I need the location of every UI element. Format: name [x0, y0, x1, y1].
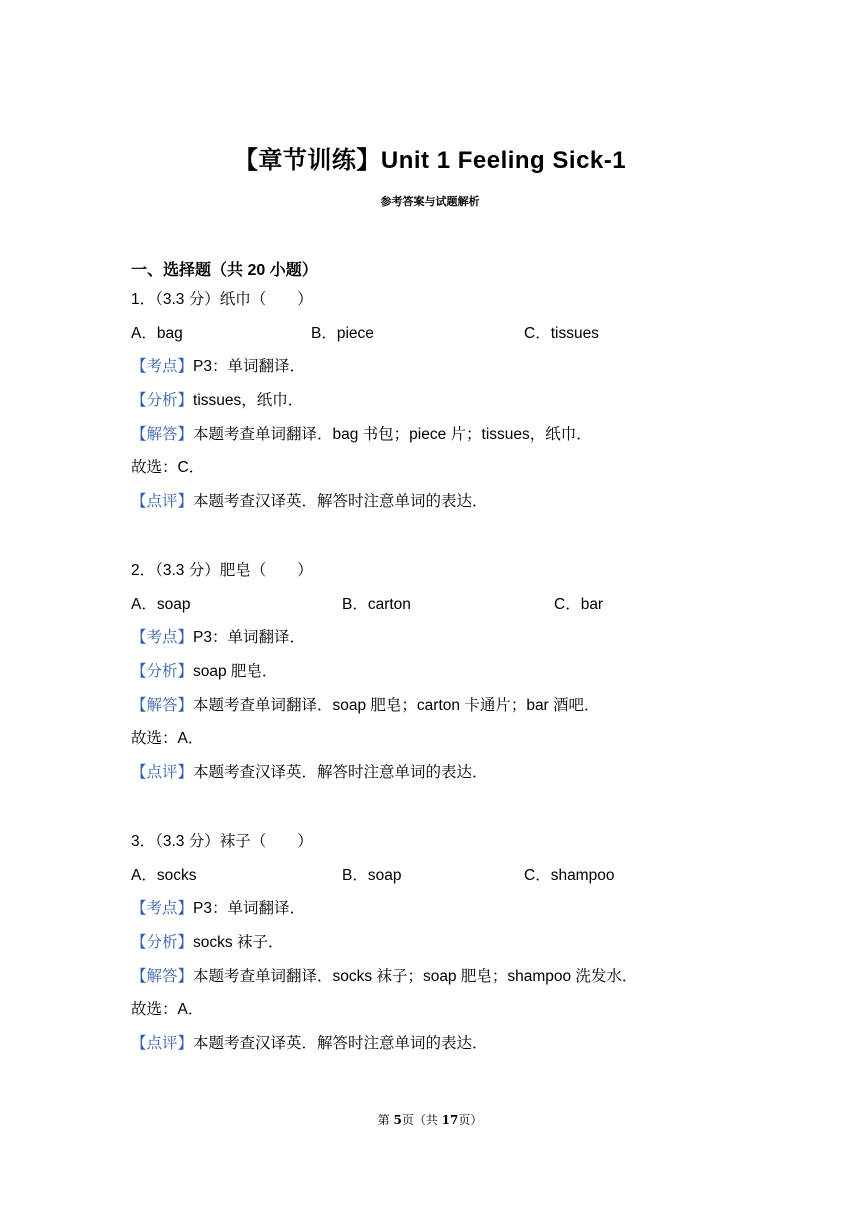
dianping-text: 本题考查汉译英．解答时注意单词的表达． — [193, 493, 488, 511]
footer-total-pages: 17 — [441, 1113, 459, 1127]
kaodian-tag: 【考点】 — [131, 358, 194, 376]
jieda-line — [131, 422, 751, 456]
jieda-tag: 【解答】 — [131, 696, 194, 714]
kaodian-line — [131, 625, 751, 659]
option-row — [131, 863, 751, 897]
jieda-text: 本题考查单词翻译．bag 书包；piece 片；tissues，纸巾． — [193, 425, 592, 443]
footer-page-number: 5 — [393, 1113, 402, 1127]
fenxi-text: tissues，纸巾． — [193, 392, 304, 410]
dianping-tag: 【点评】 — [131, 1035, 194, 1053]
question-3 — [131, 829, 751, 1065]
fenxi-tag: 【分析】 — [131, 392, 194, 410]
page-title: 【章节训练】Unit 1 Feeling Sick-1 — [233, 147, 627, 174]
jieda-text: 本题考查单词翻译．soap 肥皂；carton 卡通片；bar 酒吧． — [193, 696, 600, 714]
fenxi-line — [131, 659, 751, 693]
kaodian-text: P3：单词翻译． — [193, 629, 305, 647]
option-b: B．piece — [311, 324, 374, 342]
option-a: A．socks — [131, 866, 197, 884]
fenxi-tag: 【分析】 — [131, 663, 194, 681]
option-row — [131, 592, 751, 626]
question-stem: 1．（3.3 分）纸巾（ ） — [131, 291, 313, 308]
footer-suffix: 页） — [458, 1113, 483, 1127]
kaodian-text: P3：单词翻译． — [193, 358, 305, 376]
footer-prefix: 第 — [377, 1113, 394, 1127]
option-b: B．carton — [342, 595, 411, 613]
kaodian-tag: 【考点】 — [131, 900, 194, 918]
option-b: B．soap — [342, 866, 402, 884]
fenxi-tag: 【分析】 — [131, 934, 194, 952]
answer-choice: 故选：A． — [131, 1001, 204, 1019]
kaodian-tag: 【考点】 — [131, 629, 194, 647]
kaodian-text: P3：单词翻译． — [193, 900, 305, 918]
option-a: A．soap — [131, 595, 191, 613]
page-footer — [0, 1111, 860, 1128]
fenxi-text: socks 袜子． — [193, 934, 284, 952]
dianping-tag: 【点评】 — [131, 493, 194, 511]
option-c: C．tissues — [524, 324, 599, 342]
option-row — [131, 321, 751, 355]
dianping-text: 本题考查汉译英．解答时注意单词的表达． — [193, 1035, 488, 1053]
option-c: C．bar — [554, 595, 604, 613]
footer-middle: 页（共 — [401, 1113, 442, 1127]
question-2 — [131, 558, 751, 794]
answer-choice: 故选：C． — [131, 459, 205, 477]
answer-choice: 故选：A． — [131, 730, 204, 748]
dianping-tag: 【点评】 — [131, 764, 194, 782]
dianping-line — [131, 489, 751, 523]
question-stem: 2．（3.3 分）肥皂（ ） — [131, 562, 313, 579]
jieda-tag: 【解答】 — [131, 425, 194, 443]
section-heading: 一、选择题（共 20 小题） — [131, 262, 318, 279]
dianping-line — [131, 1031, 751, 1065]
kaodian-line — [131, 896, 751, 930]
question-stem: 3．（3.3 分）袜子（ ） — [131, 833, 313, 850]
fenxi-line — [131, 930, 751, 964]
dianping-line — [131, 760, 751, 794]
fenxi-line — [131, 388, 751, 422]
jieda-tag: 【解答】 — [131, 967, 194, 985]
kaodian-line — [131, 354, 751, 388]
jieda-line — [131, 964, 751, 998]
jieda-text: 本题考查单词翻译．socks 袜子；soap 肥皂；shampoo 洗发水． — [193, 967, 638, 985]
option-c: C．shampoo — [524, 866, 615, 884]
page-subtitle: 参考答案与试题解析 — [380, 196, 480, 208]
fenxi-text: soap 肥皂． — [193, 663, 278, 681]
jieda-line — [131, 693, 751, 727]
question-1 — [131, 287, 751, 523]
dianping-text: 本题考查汉译英．解答时注意单词的表达． — [193, 764, 488, 782]
option-a: A．bag — [131, 324, 183, 342]
